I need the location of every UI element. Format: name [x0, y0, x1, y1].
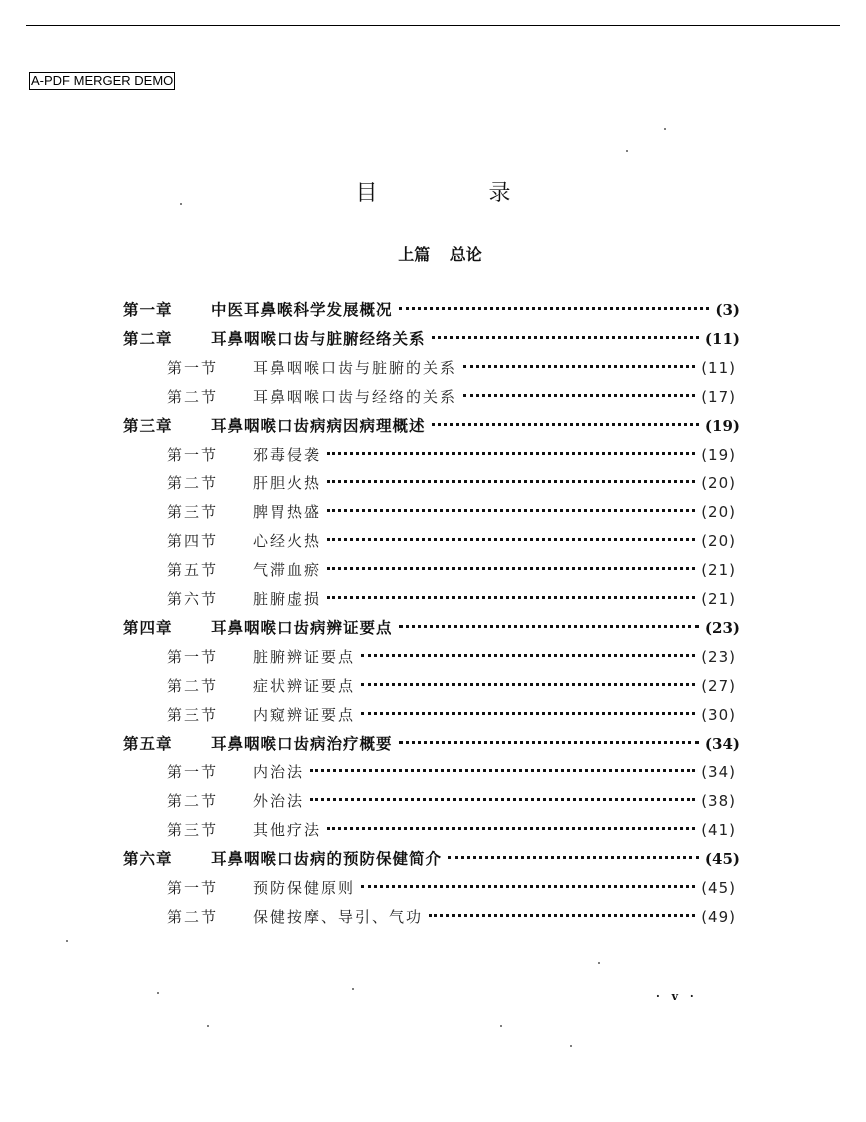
- toc-dot-leader: [432, 423, 699, 426]
- toc-entry-page: (34): [704, 735, 740, 753]
- toc-section-row: [167, 758, 736, 786]
- toc-entry-number: 第六章: [123, 850, 173, 868]
- scan-speck: [157, 992, 159, 994]
- toc-entry-title: 脏腑虚损: [253, 590, 322, 608]
- scan-speck: [626, 150, 628, 152]
- toc-entry-number: 第三节: [167, 821, 219, 839]
- toc-entry-title: 耳鼻咽喉口齿病病因病理概述: [211, 417, 426, 435]
- page-title: 目 录: [355, 181, 563, 206]
- toc-entry-title: 外治法: [253, 792, 305, 810]
- toc-dot-leader: [327, 452, 695, 455]
- toc-dot-leader: [361, 683, 695, 686]
- toc-entry-title: 保健按摩、导引、气功: [253, 908, 424, 926]
- toc-entry-number: 第六节: [167, 590, 219, 608]
- toc-dot-leader: [429, 914, 695, 917]
- toc-entry-number: 第一章: [123, 301, 173, 319]
- toc-entry-title: 耳鼻咽喉口齿与经络的关系: [253, 388, 458, 406]
- toc-entry-number: 第二节: [167, 908, 219, 926]
- toc-entry-number: 第一节: [167, 648, 219, 666]
- toc-chapter-row: [123, 845, 740, 873]
- toc-entry-page: (20): [701, 532, 736, 550]
- watermark-label: A-PDF MERGER DEMO: [31, 73, 174, 88]
- toc-entry-number: 第二节: [167, 388, 219, 406]
- scan-speck: [352, 988, 354, 990]
- toc-entry-page: (41): [701, 821, 736, 839]
- toc-dot-leader: [310, 798, 695, 801]
- toc-entry-number: 第一节: [167, 359, 219, 377]
- toc-section-row: [167, 816, 736, 844]
- toc-dot-leader: [432, 336, 699, 339]
- toc-entry-number: 第一节: [167, 763, 219, 781]
- toc-section-row: [167, 643, 736, 671]
- toc-dot-leader: [361, 654, 695, 657]
- scan-speck: [500, 1025, 502, 1027]
- scan-speck: [570, 1045, 572, 1047]
- toc-entry-page: (17): [701, 388, 736, 406]
- toc-dot-leader: [463, 394, 695, 397]
- toc-entry-page: (30): [701, 706, 736, 724]
- toc-dot-leader: [448, 856, 699, 859]
- toc-entry-number: 第四节: [167, 532, 219, 550]
- toc-section-row: [167, 441, 736, 469]
- toc-entry-number: 第二章: [123, 330, 173, 348]
- toc-chapter-row: [123, 325, 740, 353]
- toc-section-row: [167, 354, 736, 382]
- toc-dot-leader: [327, 596, 695, 599]
- toc-dot-leader: [327, 827, 695, 830]
- toc-entry-page: (21): [701, 561, 736, 579]
- scan-speck: [207, 1025, 209, 1027]
- toc-entry-number: 第一节: [167, 879, 219, 897]
- toc-entry-title: 预防保健原则: [253, 879, 356, 897]
- toc-section-row: [167, 556, 736, 584]
- toc-entry-number: 第二节: [167, 474, 219, 492]
- top-rule: [26, 25, 840, 26]
- toc-chapter-row: [123, 412, 740, 440]
- toc-dot-leader: [327, 538, 695, 541]
- toc-section-row: [167, 585, 736, 613]
- toc-entry-number: 第四章: [123, 619, 173, 637]
- toc-entry-number: 第三节: [167, 706, 219, 724]
- scan-speck: [598, 962, 600, 964]
- toc-entry-page: (21): [701, 590, 736, 608]
- toc-entry-page: (11): [701, 359, 736, 377]
- toc-entry-title: 内窥辨证要点: [253, 706, 356, 724]
- toc-dot-leader: [361, 885, 695, 888]
- toc-entry-page: (20): [701, 474, 736, 492]
- toc-dot-leader: [399, 625, 699, 628]
- toc-entry-title: 耳鼻咽喉口齿与脏腑经络关系: [211, 330, 426, 348]
- scan-speck: [180, 203, 182, 205]
- toc-entry-title: 内治法: [253, 763, 305, 781]
- toc-entry-title: 症状辨证要点: [253, 677, 356, 695]
- toc-entry-page: (20): [701, 503, 736, 521]
- toc-entry-page: (3): [715, 301, 740, 319]
- toc-dot-leader: [327, 509, 695, 512]
- toc-entry-page: (23): [701, 648, 736, 666]
- toc-section-row: [167, 527, 736, 555]
- toc-entry-page: (23): [704, 619, 740, 637]
- toc-chapter-row: [123, 296, 740, 324]
- toc-dot-leader: [361, 712, 695, 715]
- toc-entry-title: 耳鼻咽喉口齿病治疗概要: [211, 735, 393, 753]
- toc-entry-number: 第五章: [123, 735, 173, 753]
- toc-entry-number: 第二节: [167, 792, 219, 810]
- toc-section-row: [167, 469, 736, 497]
- toc-entry-page: (19): [701, 446, 736, 464]
- toc-dot-leader: [327, 567, 695, 570]
- toc-entry-page: (45): [704, 850, 740, 868]
- toc-section-row: [167, 498, 736, 526]
- toc-entry-title: 其他疗法: [253, 821, 322, 839]
- toc-section-row: [167, 701, 736, 729]
- part-title: 上篇 总论: [398, 245, 482, 264]
- toc-entry-title: 中医耳鼻喉科学发展概况: [211, 301, 393, 319]
- toc-dot-leader: [399, 741, 699, 744]
- toc-dot-leader: [399, 307, 710, 310]
- toc-dot-leader: [310, 769, 695, 772]
- toc-entry-page: (19): [704, 417, 740, 435]
- toc-entry-title: 肝胆火热: [253, 474, 322, 492]
- toc-entry-page: (11): [704, 330, 740, 348]
- toc-section-row: [167, 903, 736, 931]
- toc-entry-title: 耳鼻咽喉口齿与脏腑的关系: [253, 359, 458, 377]
- toc-entry-title: 耳鼻咽喉口齿病的预防保健简介: [211, 850, 443, 868]
- toc-entry-page: (49): [701, 908, 736, 926]
- toc-entry-title: 气滞血瘀: [253, 561, 322, 579]
- toc-dot-leader: [327, 480, 695, 483]
- toc-entry-title: 心经火热: [253, 532, 322, 550]
- toc-entry-title: 脾胃热盛: [253, 503, 322, 521]
- toc-section-row: [167, 874, 736, 902]
- toc-entry-number: 第三节: [167, 503, 219, 521]
- toc-section-row: [167, 383, 736, 411]
- toc-entry-title: 脏腑辨证要点: [253, 648, 356, 666]
- toc-dot-leader: [463, 365, 695, 368]
- toc-entry-page: (34): [701, 763, 736, 781]
- scan-speck: [66, 940, 68, 942]
- toc-entry-number: 第二节: [167, 677, 219, 695]
- toc-chapter-row: [123, 730, 740, 758]
- toc-entry-number: 第三章: [123, 417, 173, 435]
- toc-chapter-row: [123, 614, 740, 642]
- toc-entry-title: 邪毒侵袭: [253, 446, 322, 464]
- toc-section-row: [167, 672, 736, 700]
- toc-entry-title: 耳鼻咽喉口齿病辨证要点: [211, 619, 393, 637]
- toc-entry-page: (27): [701, 677, 736, 695]
- toc-entry-number: 第一节: [167, 446, 219, 464]
- toc-entry-page: (45): [701, 879, 736, 897]
- toc-section-row: [167, 787, 736, 815]
- page-number: · v ·: [656, 990, 698, 1003]
- scan-speck: [664, 128, 666, 130]
- toc-entry-page: (38): [701, 792, 736, 810]
- toc-entry-number: 第五节: [167, 561, 219, 579]
